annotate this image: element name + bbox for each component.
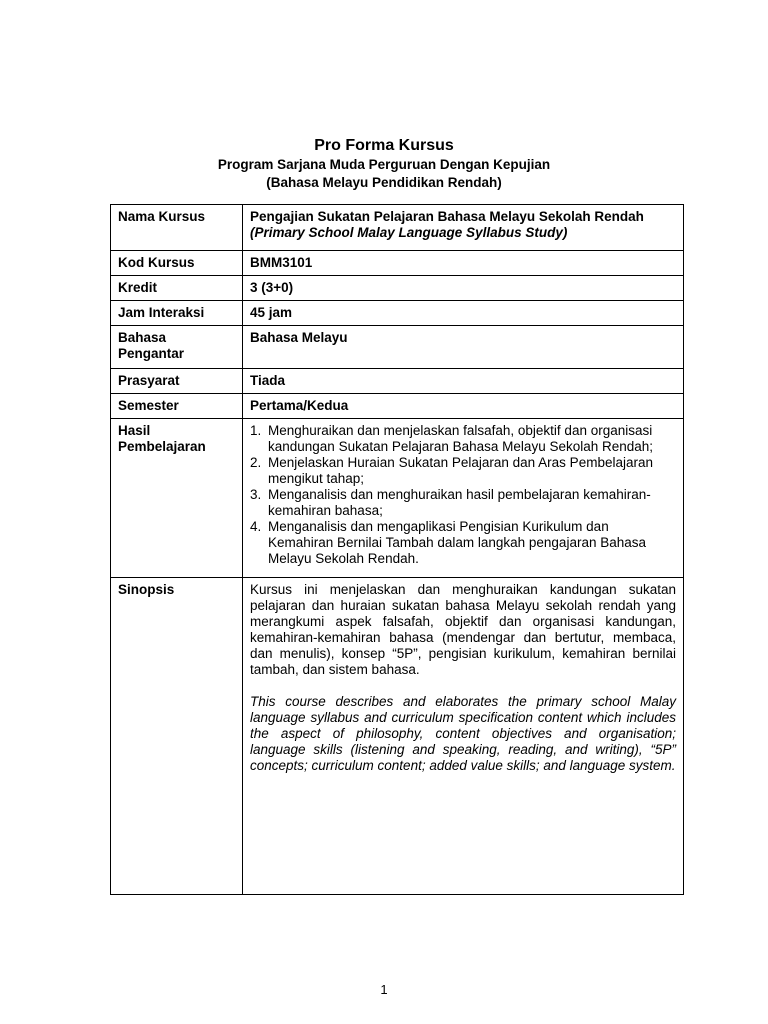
course-name-en: (Primary School Malay Language Syllabus Study) <box>250 225 568 240</box>
list-item <box>250 519 676 567</box>
learning-outcomes-list <box>250 423 676 567</box>
row-sinopsis <box>111 578 684 895</box>
label-kredit: Kredit <box>111 276 243 301</box>
list-item-number: 1. <box>250 423 262 438</box>
label-hasil-line1: Hasil <box>118 423 151 438</box>
label-bahasa-pengantar-line1: Bahasa <box>118 330 167 345</box>
list-item <box>250 423 676 455</box>
row-semester <box>111 394 684 419</box>
list-item-text: Menganalisis dan mengaplikasi Pengisian Kurikulum dan Kemahiran Bernilai Tambah dalam langkah pengajaran Bahasa Melayu Sekolah Rendah. <box>268 519 646 566</box>
label-kod-kursus: Kod Kursus <box>111 251 243 276</box>
synopsis-malay: Kursus ini menjelaskan dan menghuraikan kandungan sukatan pelajaran dan huraian sukatan bahasa Melayu sekolah rendah yang merangkumi aspek falsafah, objektif dan organisasi kandungan, kemahiran-kemahiran bahasa (mendengar dan bertutur, membaca, dan menulis), konsep “5P”, pengisian kurikulum, kemahiran bernilai tambah, dan sistem bahasa. <box>250 582 676 677</box>
label-sinopsis: Sinopsis <box>111 578 243 895</box>
value-jam-interaksi: 45 jam <box>243 301 684 326</box>
value-bahasa-pengantar: Bahasa Melayu <box>243 326 684 369</box>
row-bahasa-pengantar <box>111 326 684 369</box>
label-nama-kursus: Nama Kursus <box>111 205 243 251</box>
value-semester: Pertama/Kedua <box>243 394 684 419</box>
value-hasil-pembelajaran <box>243 419 684 578</box>
course-name-ms: Pengajian Sukatan Pelajaran Bahasa Melayu Sekolah Rendah <box>250 209 644 224</box>
document-title: Pro Forma Kursus <box>314 137 454 154</box>
row-jam-interaksi <box>111 301 684 326</box>
value-prasyarat: Tiada <box>243 369 684 394</box>
list-item-text: Menganalisis dan menghuraikan hasil pembelajaran kemahiran-kemahiran bahasa; <box>268 487 651 518</box>
program-subtitle: Program Sarjana Muda Perguruan Dengan Kepujian <box>217 157 551 172</box>
row-kredit <box>111 276 684 301</box>
label-bahasa-pengantar-line2: Pengantar <box>118 346 185 361</box>
list-item-text: Menghuraikan dan menjelaskan falsafah, objektif dan organisasi kandungan Sukatan Pelajaran Bahasa Melayu Sekolah Rendah; <box>268 423 654 454</box>
list-item-number: 3. <box>250 487 262 502</box>
label-jam-interaksi: Jam Interaksi <box>111 301 243 326</box>
list-item-number: 2. <box>250 455 262 470</box>
value-nama-kursus <box>243 205 684 251</box>
page-number: 1 <box>380 982 388 997</box>
row-prasyarat <box>111 369 684 394</box>
list-item-text: Menjelaskan Huraian Sukatan Pelajaran dan Aras Pembelajaran mengikut tahap; <box>268 455 653 486</box>
row-kod-kursus <box>111 251 684 276</box>
label-hasil-pembelajaran <box>111 419 243 578</box>
list-item <box>250 487 676 519</box>
list-item <box>250 455 676 487</box>
label-prasyarat: Prasyarat <box>111 369 243 394</box>
row-nama-kursus <box>111 205 684 251</box>
course-proforma-table <box>110 204 684 895</box>
value-kredit: 3 (3+0) <box>243 276 684 301</box>
row-hasil-pembelajaran <box>111 419 684 578</box>
label-semester: Semester <box>111 394 243 419</box>
label-hasil-line2: Pembelajaran <box>118 439 206 454</box>
program-specialisation: (Bahasa Melayu Pendidikan Rendah) <box>266 175 502 190</box>
label-bahasa-pengantar <box>111 326 243 369</box>
value-kod-kursus: BMM3101 <box>243 251 684 276</box>
list-item-number: 4. <box>250 519 262 534</box>
synopsis-english: This course describes and elaborates the primary school Malay language syllabus and curriculum specification content which includes the aspect of philosophy, content objectives and organisation; language skills (listening and speaking, reading, and writing), “5P” concepts; curriculum content; added value skills; and language system. <box>250 694 676 773</box>
value-sinopsis <box>243 578 684 895</box>
